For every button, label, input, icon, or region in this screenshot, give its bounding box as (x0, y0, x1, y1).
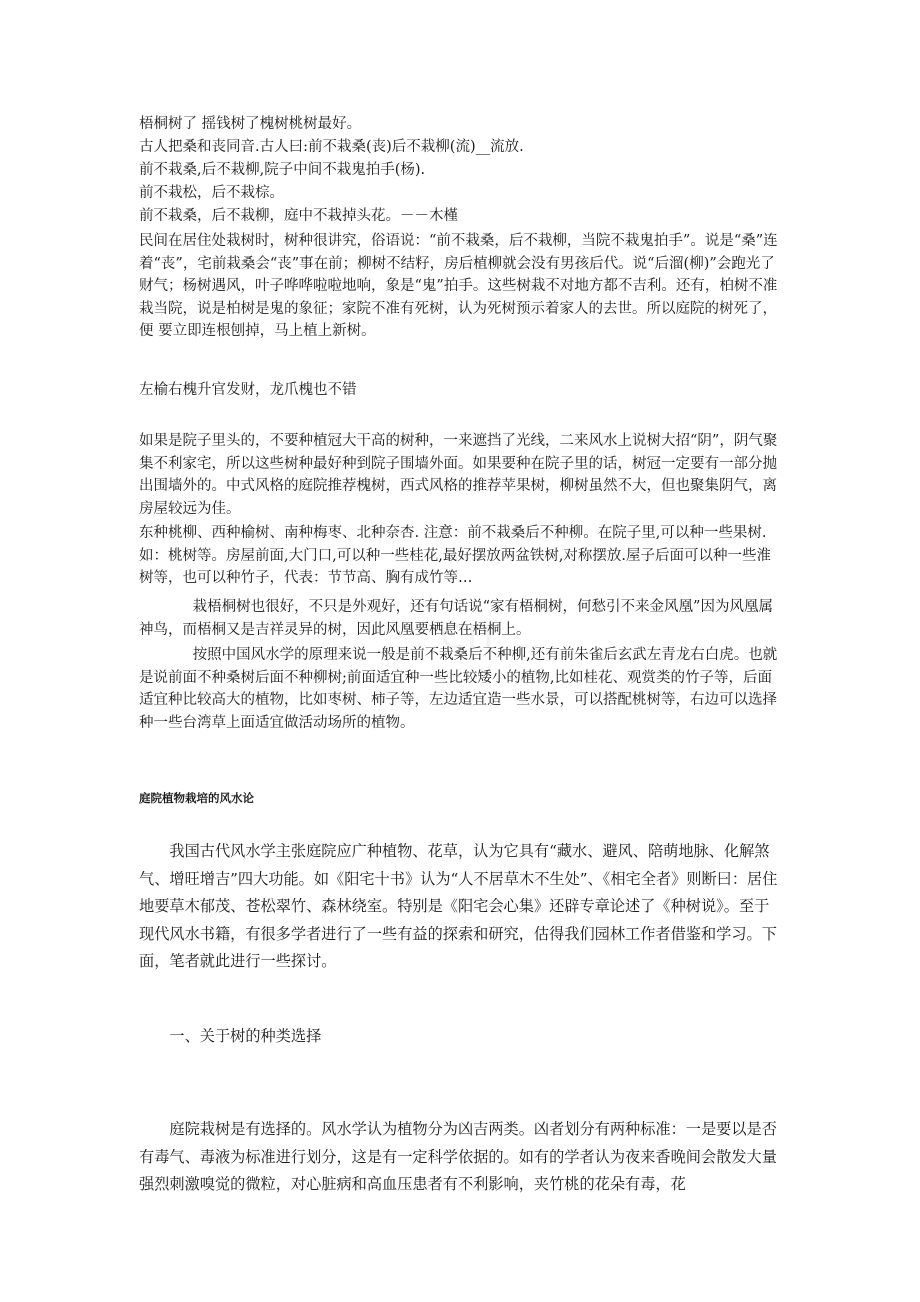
paragraph-11: 按照中国风水学的原理来说一般是前不栽桑后不种柳,还有前朱雀后玄武左青龙右白虎。也就是说前面不种桑树后面不种柳树;前面适宜种一些比较矮小的植物,比如桂花、观赏类的竹子等，后面适宜种比较高大的植物，比如枣树、柿子等，左边适宜造一些水景，可以搭配桃树等，右边可以选择种一些台湾草上面适宜做活动场所的植物。 (139, 647, 778, 731)
paragraph-8: 如果是院子里头的，不要种植冠大干高的树种，一来遮挡了光线，二来风水上说树大招“阴”，阴气聚集不利家宅，所以这些树种最好种到院子围墙外面。如果要种在院子里的话，树冠一定要有一部分抛出围墙外的。中式风格的庭院推荐槐树，西式风格的推荐苹果树，柳树虽然不大，但也聚集阴气，离房屋较远为佳。 (139, 433, 778, 517)
section-heading: 庭院植物栽培的风水论 (139, 791, 254, 805)
paragraph-2: 古人把桑和丧同音.古人曰:前不栽桑(丧)后不栽柳(流)__流放. (139, 139, 524, 155)
paragraph-4: 前不栽松，后不栽棕。 (139, 185, 284, 201)
paragraph-13: 庭院栽树是有选择的。风水学认为植物分为凶吉两类。凶者划分有两种标准：一是要以是否有毒气、毒液为标准进行划分，这是有一定科学依据的。如有的学者认为夜来香晚间会散发大量强烈刺激嗅觉的微粒，对心脏病和高血压患者有不利影响，夹竹桃的花朵有毒，花 (139, 1120, 777, 1194)
paragraph-1: 梧桐树了 摇钱树了槐树桃树最好。 (139, 116, 362, 132)
paragraph-9: 东种桃柳、西种榆树、南种梅枣、北种奈杏. 注意：前不栽桑后不种柳。在院子里,可以种一些果树. 如：桃树等。房屋前面,大门口,可以种一些桂花,最好摆放两盆铁树,对称摆放.屋子后面可以种一些淮树等，也可以种竹子，代表：节节高、胸有成竹等… (139, 525, 772, 587)
paragraph-10: 栽梧桐树也很好，不只是外观好，还有句话说“家有梧桐树，何愁引不来金风凰”因为风凰属神鸟，而梧桐又是吉祥灵异的树，因此风凰要栖息在梧桐上。 (139, 599, 773, 638)
paragraph-5: 前不栽桑，后不栽柳，庭中不栽掉头花。－－木槿 (139, 208, 458, 224)
paragraph-6: 民间在居住处栽树时，树种很讲究，俗语说：“前不栽桑，后不栽柳，当院不栽鬼拍手”。说是“桑”连着“丧”，宅前栽桑会“丧”事在前；柳树不结籽，房后植柳就会没有男孩后代。说“后溜(柳)”会跑光了财气；杨树遇风，叶子哗哗啦啦地响，象是“鬼”拍手。这些树栽不对地方都不吉利。还有，柏树不准栽当院，说是柏树是鬼的象征；家院不准有死树，认为死树预示着家人的去世。所以庭院的树死了，便 要立即连根刨掉，马上植上新树。 (139, 233, 778, 340)
paragraph-3: 前不栽桑,后不栽柳,院子中间不栽鬼拍手(杨). (139, 162, 426, 178)
paragraph-12: 我国古代风水学主张庭院应广种植物、花草，认为它具有“藏水、避风、陪萌地脉、化解煞气、增旺增吉”四大功能。如《阳宅十书》认为“人不居草木不生处”、《相宅全者》则断曰：居住地要草木郁茂、苍松翠竹、森林绕室。特别是《阳宅会心集》还辟专章论述了《种树说》。至于现代风水书籍，有很多学者进行了一些有益的探索和研究，估得我们园林工作者借鉴和学习。下面，笔者就此进行一些探讨。 (139, 842, 778, 971)
section-1-title: 一、关于树的种类选择 (169, 1027, 322, 1045)
paragraph-7: 左榆右槐升官发财，龙爪槐也不错 (139, 382, 357, 398)
